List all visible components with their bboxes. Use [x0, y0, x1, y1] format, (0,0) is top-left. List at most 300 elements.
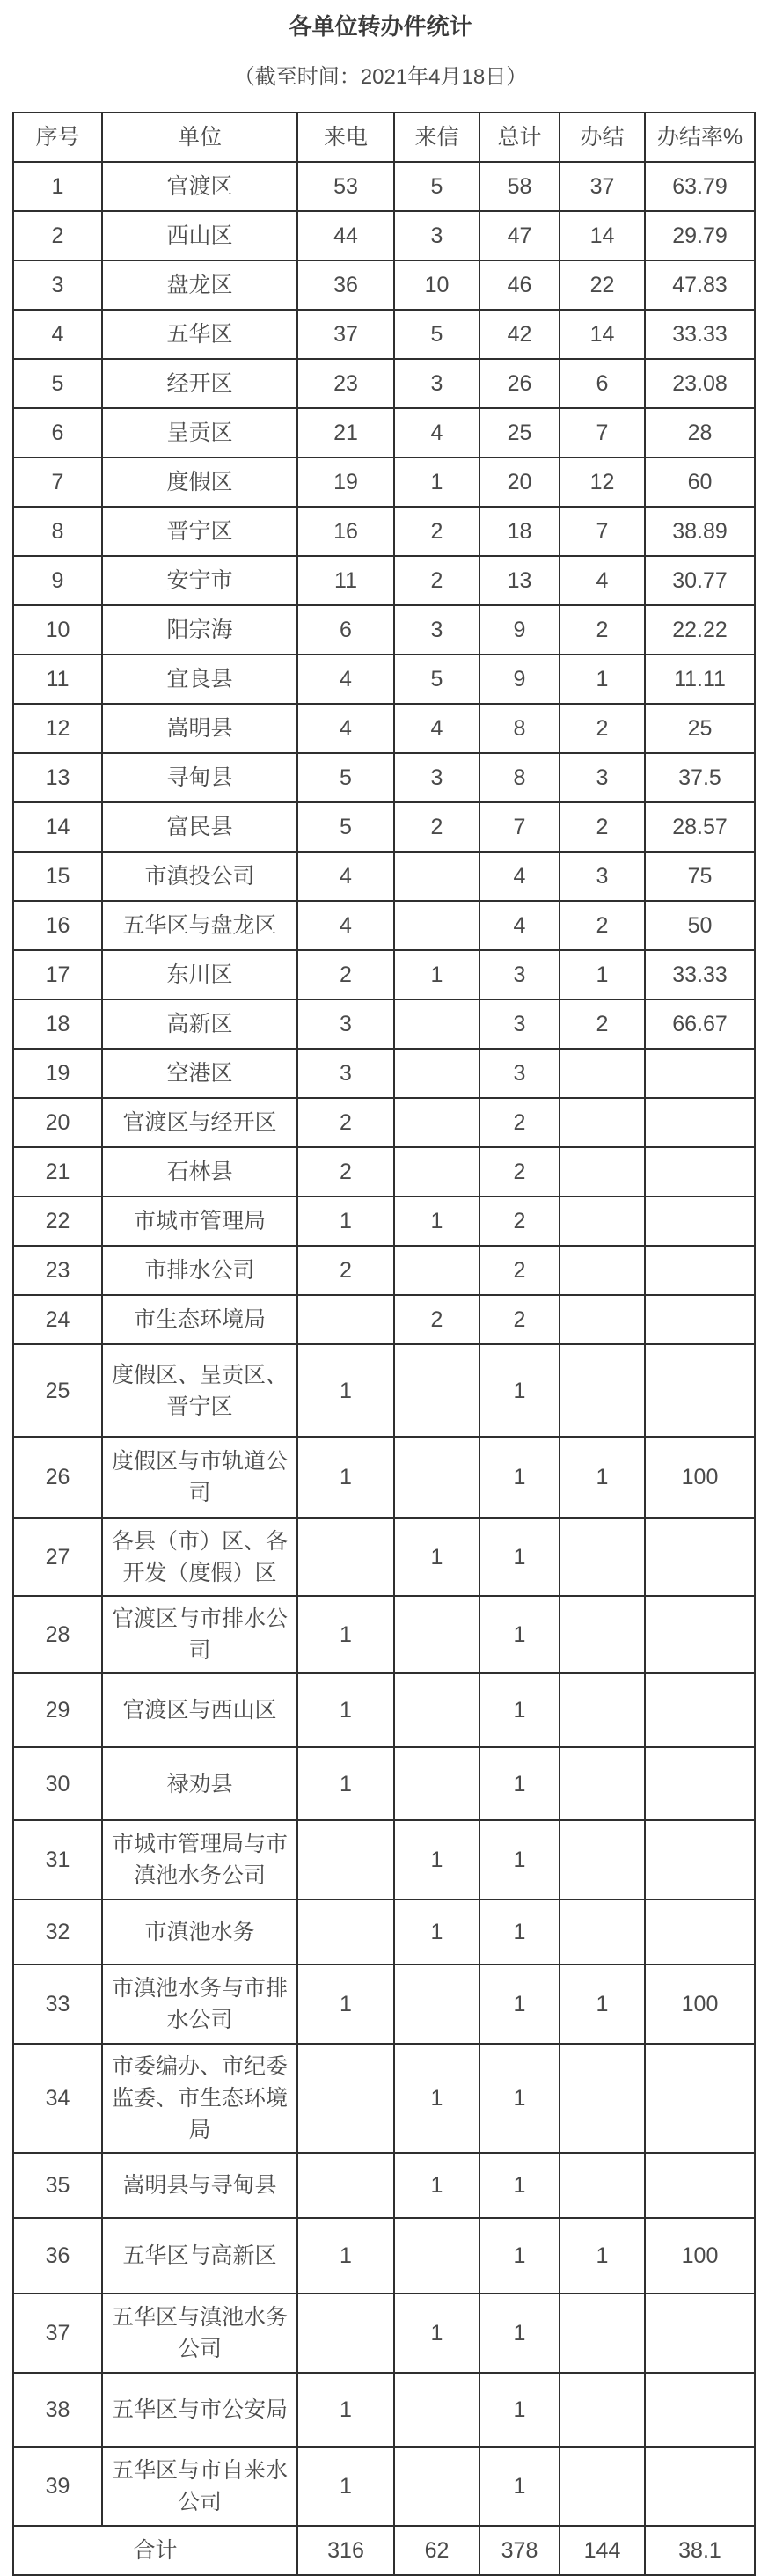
calls-cell: 21	[297, 408, 394, 457]
completed-cell	[560, 2044, 645, 2153]
unit-name-cell: 五华区与高新区	[102, 2218, 297, 2294]
unit-name-cell: 市城市管理局与市滇池水务公司	[102, 1820, 297, 1899]
completed-cell: 7	[560, 507, 645, 556]
table-header-row	[13, 113, 755, 162]
letters-cell: 3	[394, 753, 479, 802]
table-row	[13, 802, 755, 852]
table-row	[13, 1295, 755, 1344]
total-cell: 20	[479, 457, 560, 507]
completed-cell: 1	[560, 655, 645, 704]
table-row	[13, 359, 755, 408]
unit-name-cell: 各县（市）区、各开发（度假）区	[102, 1518, 297, 1596]
total-cell: 1	[479, 2373, 560, 2447]
column-header-letters: 来信	[394, 113, 479, 162]
calls-cell	[297, 2153, 394, 2218]
calls-cell: 4	[297, 901, 394, 950]
row-index-cell: 35	[13, 2153, 102, 2218]
completion-rate-cell: 100	[645, 2218, 755, 2294]
calls-cell: 1	[297, 2447, 394, 2526]
completed-cell	[560, 1899, 645, 1965]
letters-cell	[394, 1673, 479, 1747]
completed-cell	[560, 1747, 645, 1820]
letters-cell: 5	[394, 162, 479, 211]
total-cell: 1	[479, 2153, 560, 2218]
stats-table	[12, 112, 756, 2576]
total-cell: 3	[479, 1049, 560, 1098]
completion-rate-cell	[645, 1049, 755, 1098]
table-row	[13, 1049, 755, 1098]
calls-cell: 11	[297, 556, 394, 605]
table-row	[13, 852, 755, 901]
completion-rate-cell	[645, 1147, 755, 1197]
row-index-cell: 26	[13, 1437, 102, 1518]
total-cell: 2	[479, 1246, 560, 1295]
total-cell: 46	[479, 260, 560, 310]
letters-cell: 3	[394, 359, 479, 408]
completion-rate-cell: 37.5	[645, 753, 755, 802]
calls-cell: 53	[297, 162, 394, 211]
unit-name-cell: 五华区与滇池水务公司	[102, 2294, 297, 2373]
table-row	[13, 408, 755, 457]
letters-cell: 2	[394, 556, 479, 605]
total-cell: 1	[479, 1747, 560, 1820]
row-index-cell: 22	[13, 1197, 102, 1246]
completed-cell: 2	[560, 704, 645, 753]
letters-cell: 1	[394, 1197, 479, 1246]
calls-cell: 5	[297, 753, 394, 802]
calls-cell: 6	[297, 605, 394, 655]
total-cell: 1	[479, 1596, 560, 1673]
completion-rate-cell: 47.83	[645, 260, 755, 310]
letters-cell	[394, 852, 479, 901]
total-cell: 1	[479, 1820, 560, 1899]
unit-name-cell: 度假区	[102, 457, 297, 507]
table-row	[13, 1899, 755, 1965]
total-cell: 47	[479, 211, 560, 260]
total-row	[13, 2526, 755, 2575]
total-cell: 26	[479, 359, 560, 408]
table-row	[13, 605, 755, 655]
unit-name-cell: 五华区与市自来水公司	[102, 2447, 297, 2526]
completion-rate-cell	[645, 1673, 755, 1747]
total-completion-rate-cell: 38.1	[645, 2526, 755, 2575]
table-row	[13, 1344, 755, 1437]
row-index-cell: 23	[13, 1246, 102, 1295]
total-cell: 9	[479, 655, 560, 704]
unit-name-cell: 度假区、呈贡区、晋宁区	[102, 1344, 297, 1437]
total-cell: 3	[479, 950, 560, 999]
calls-cell: 5	[297, 802, 394, 852]
completion-rate-cell	[645, 1596, 755, 1673]
completion-rate-cell: 63.79	[645, 162, 755, 211]
row-index-cell: 8	[13, 507, 102, 556]
total-label-cell: 合计	[13, 2526, 297, 2575]
letters-cell: 5	[394, 310, 479, 359]
completion-rate-cell: 75	[645, 852, 755, 901]
letters-cell	[394, 2373, 479, 2447]
completion-rate-cell	[645, 1518, 755, 1596]
completed-cell	[560, 1596, 645, 1673]
calls-cell: 3	[297, 1049, 394, 1098]
completion-rate-cell	[645, 1246, 755, 1295]
total-cell: 1	[479, 1344, 560, 1437]
calls-cell: 2	[297, 1098, 394, 1147]
total-cell: 18	[479, 507, 560, 556]
completed-cell	[560, 2294, 645, 2373]
unit-name-cell: 市滇投公司	[102, 852, 297, 901]
completion-rate-cell: 22.22	[645, 605, 755, 655]
letters-cell	[394, 1246, 479, 1295]
completed-cell	[560, 1295, 645, 1344]
unit-name-cell: 市滇池水务与市排水公司	[102, 1965, 297, 2044]
completion-rate-cell	[645, 2447, 755, 2526]
unit-name-cell: 市城市管理局	[102, 1197, 297, 1246]
unit-name-cell: 石林县	[102, 1147, 297, 1197]
completion-rate-cell	[645, 2044, 755, 2153]
letters-cell: 3	[394, 605, 479, 655]
row-index-cell: 2	[13, 211, 102, 260]
completion-rate-cell: 23.08	[645, 359, 755, 408]
calls-cell: 2	[297, 950, 394, 999]
calls-cell: 1	[297, 1596, 394, 1673]
completed-cell: 3	[560, 852, 645, 901]
completion-rate-cell: 25	[645, 704, 755, 753]
letters-cell: 2	[394, 507, 479, 556]
column-header-total: 总计	[479, 113, 560, 162]
row-index-cell: 4	[13, 310, 102, 359]
letters-cell: 2	[394, 1295, 479, 1344]
unit-name-cell: 西山区	[102, 211, 297, 260]
calls-cell: 2	[297, 1147, 394, 1197]
total-cell: 42	[479, 310, 560, 359]
letters-cell	[394, 2447, 479, 2526]
table-row	[13, 1197, 755, 1246]
completion-rate-cell: 33.33	[645, 310, 755, 359]
column-header-row-index: 序号	[13, 113, 102, 162]
completed-cell: 2	[560, 802, 645, 852]
total-cell: 3	[479, 999, 560, 1049]
completed-cell: 12	[560, 457, 645, 507]
calls-cell: 1	[297, 1197, 394, 1246]
letters-cell	[394, 1049, 479, 1098]
table-row	[13, 556, 755, 605]
total-cell: 2	[479, 1295, 560, 1344]
table-row	[13, 457, 755, 507]
row-index-cell: 19	[13, 1049, 102, 1098]
row-index-cell: 36	[13, 2218, 102, 2294]
row-index-cell: 14	[13, 802, 102, 852]
table-row	[13, 162, 755, 211]
row-index-cell: 31	[13, 1820, 102, 1899]
unit-name-cell: 官渡区	[102, 162, 297, 211]
row-index-cell: 15	[13, 852, 102, 901]
table-row	[13, 1596, 755, 1673]
row-index-cell: 24	[13, 1295, 102, 1344]
total-cell: 1	[479, 1518, 560, 1596]
calls-cell: 36	[297, 260, 394, 310]
total-cell: 9	[479, 605, 560, 655]
table-row	[13, 2294, 755, 2373]
row-index-cell: 29	[13, 1673, 102, 1747]
calls-cell	[297, 1518, 394, 1596]
total-cell: 1	[479, 2044, 560, 2153]
letters-cell	[394, 2218, 479, 2294]
unit-name-cell: 安宁市	[102, 556, 297, 605]
table-row	[13, 753, 755, 802]
table-row	[13, 1518, 755, 1596]
total-total-cell: 378	[479, 2526, 560, 2575]
calls-cell	[297, 1820, 394, 1899]
completed-cell: 7	[560, 408, 645, 457]
row-index-cell: 17	[13, 950, 102, 999]
page-title: 各单位转办件统计	[289, 13, 472, 40]
row-index-cell: 5	[13, 359, 102, 408]
completed-cell: 6	[560, 359, 645, 408]
row-index-cell: 37	[13, 2294, 102, 2373]
completion-rate-cell	[645, 2153, 755, 2218]
row-index-cell: 21	[13, 1147, 102, 1197]
column-header-unit-name: 单位	[102, 113, 297, 162]
row-index-cell: 34	[13, 2044, 102, 2153]
completed-cell: 14	[560, 310, 645, 359]
row-index-cell: 1	[13, 162, 102, 211]
table-row	[13, 2218, 755, 2294]
completed-cell	[560, 1518, 645, 1596]
completion-rate-cell	[645, 1899, 755, 1965]
unit-name-cell: 富民县	[102, 802, 297, 852]
letters-cell: 1	[394, 457, 479, 507]
row-index-cell: 3	[13, 260, 102, 310]
letters-cell: 1	[394, 950, 479, 999]
completed-cell	[560, 1246, 645, 1295]
unit-name-cell: 高新区	[102, 999, 297, 1049]
completed-cell	[560, 1673, 645, 1747]
completed-cell	[560, 1344, 645, 1437]
total-cell: 58	[479, 162, 560, 211]
unit-name-cell: 宜良县	[102, 655, 297, 704]
calls-cell	[297, 2044, 394, 2153]
total-cell: 1	[479, 1965, 560, 2044]
completed-cell: 37	[560, 162, 645, 211]
total-cell: 1	[479, 2447, 560, 2526]
completed-cell	[560, 1820, 645, 1899]
completion-rate-cell: 11.11	[645, 655, 755, 704]
row-index-cell: 25	[13, 1344, 102, 1437]
unit-name-cell: 官渡区与市排水公司	[102, 1596, 297, 1673]
unit-name-cell: 五华区与市公安局	[102, 2373, 297, 2447]
total-cell: 8	[479, 753, 560, 802]
total-cell: 1	[479, 1899, 560, 1965]
column-header-completion-rate: 办结率%	[645, 113, 755, 162]
completed-cell	[560, 1197, 645, 1246]
completion-rate-cell: 30.77	[645, 556, 755, 605]
row-index-cell: 12	[13, 704, 102, 753]
total-calls-cell: 316	[297, 2526, 394, 2575]
row-index-cell: 27	[13, 1518, 102, 1596]
calls-cell: 1	[297, 2373, 394, 2447]
calls-cell: 1	[297, 1747, 394, 1820]
letters-cell: 1	[394, 2153, 479, 2218]
total-completed-cell: 144	[560, 2526, 645, 2575]
completion-rate-cell: 33.33	[645, 950, 755, 999]
completed-cell: 2	[560, 901, 645, 950]
table-row	[13, 999, 755, 1049]
column-header-completed: 办结	[560, 113, 645, 162]
total-cell: 7	[479, 802, 560, 852]
row-index-cell: 13	[13, 753, 102, 802]
table-row	[13, 211, 755, 260]
completed-cell	[560, 1098, 645, 1147]
page-subtitle: （截至时间：2021年4月18日）	[233, 65, 528, 89]
completed-cell: 14	[560, 211, 645, 260]
letters-cell: 1	[394, 1899, 479, 1965]
letters-cell: 1	[394, 2294, 479, 2373]
total-cell: 2	[479, 1098, 560, 1147]
row-index-cell: 9	[13, 556, 102, 605]
calls-cell: 1	[297, 1344, 394, 1437]
completed-cell	[560, 1147, 645, 1197]
total-cell: 2	[479, 1147, 560, 1197]
total-cell: 4	[479, 901, 560, 950]
letters-cell: 1	[394, 2044, 479, 2153]
total-cell: 1	[479, 2218, 560, 2294]
row-index-cell: 39	[13, 2447, 102, 2526]
letters-cell	[394, 1747, 479, 1820]
table-row	[13, 950, 755, 999]
unit-name-cell: 经开区	[102, 359, 297, 408]
unit-name-cell: 空港区	[102, 1049, 297, 1098]
table-row	[13, 704, 755, 753]
letters-cell: 4	[394, 704, 479, 753]
row-index-cell: 20	[13, 1098, 102, 1147]
total-cell: 13	[479, 556, 560, 605]
calls-cell: 4	[297, 852, 394, 901]
total-cell: 8	[479, 704, 560, 753]
unit-name-cell: 盘龙区	[102, 260, 297, 310]
letters-cell	[394, 1596, 479, 1673]
row-index-cell: 28	[13, 1596, 102, 1673]
row-index-cell: 16	[13, 901, 102, 950]
calls-cell: 2	[297, 1246, 394, 1295]
calls-cell: 23	[297, 359, 394, 408]
calls-cell	[297, 1295, 394, 1344]
unit-name-cell: 市排水公司	[102, 1246, 297, 1295]
calls-cell	[297, 2294, 394, 2373]
letters-cell: 1	[394, 1820, 479, 1899]
table-row	[13, 2447, 755, 2526]
completion-rate-cell	[645, 1747, 755, 1820]
column-header-calls: 来电	[297, 113, 394, 162]
completion-rate-cell: 28.57	[645, 802, 755, 852]
total-letters-cell: 62	[394, 2526, 479, 2575]
calls-cell: 16	[297, 507, 394, 556]
completion-rate-cell	[645, 2294, 755, 2373]
unit-name-cell: 嵩明县与寻甸县	[102, 2153, 297, 2218]
completed-cell: 22	[560, 260, 645, 310]
letters-cell	[394, 1147, 479, 1197]
completed-cell: 1	[560, 1965, 645, 2044]
letters-cell: 1	[394, 1518, 479, 1596]
row-index-cell: 11	[13, 655, 102, 704]
calls-cell: 4	[297, 704, 394, 753]
completion-rate-cell: 100	[645, 1437, 755, 1518]
completed-cell: 2	[560, 605, 645, 655]
unit-name-cell: 市生态环境局	[102, 1295, 297, 1344]
completed-cell: 4	[560, 556, 645, 605]
total-cell: 2	[479, 1197, 560, 1246]
unit-name-cell: 晋宁区	[102, 507, 297, 556]
row-index-cell: 10	[13, 605, 102, 655]
table-row	[13, 1747, 755, 1820]
letters-cell: 2	[394, 802, 479, 852]
completion-rate-cell	[645, 2373, 755, 2447]
row-index-cell: 33	[13, 1965, 102, 2044]
calls-cell: 4	[297, 655, 394, 704]
completed-cell	[560, 2373, 645, 2447]
completion-rate-cell	[645, 1197, 755, 1246]
calls-cell: 3	[297, 999, 394, 1049]
completion-rate-cell: 38.89	[645, 507, 755, 556]
calls-cell: 1	[297, 1965, 394, 2044]
unit-name-cell: 东川区	[102, 950, 297, 999]
completed-cell: 1	[560, 2218, 645, 2294]
completion-rate-cell: 100	[645, 1965, 755, 2044]
table-row	[13, 310, 755, 359]
letters-cell: 5	[394, 655, 479, 704]
unit-name-cell: 阳宗海	[102, 605, 297, 655]
completion-rate-cell	[645, 1344, 755, 1437]
letters-cell: 3	[394, 211, 479, 260]
total-cell: 25	[479, 408, 560, 457]
row-index-cell: 32	[13, 1899, 102, 1965]
letters-cell	[394, 999, 479, 1049]
letters-cell	[394, 901, 479, 950]
calls-cell: 1	[297, 1437, 394, 1518]
completion-rate-cell	[645, 1820, 755, 1899]
letters-cell	[394, 1437, 479, 1518]
unit-name-cell: 市委编办、市纪委监委、市生态环境局	[102, 2044, 297, 2153]
table-row	[13, 901, 755, 950]
row-index-cell: 18	[13, 999, 102, 1049]
calls-cell: 19	[297, 457, 394, 507]
calls-cell: 1	[297, 2218, 394, 2294]
unit-name-cell: 官渡区与西山区	[102, 1673, 297, 1747]
letters-cell: 10	[394, 260, 479, 310]
table-row	[13, 1437, 755, 1518]
letters-cell	[394, 1344, 479, 1437]
row-index-cell: 7	[13, 457, 102, 507]
table-row	[13, 260, 755, 310]
table-row	[13, 1147, 755, 1197]
completion-rate-cell	[645, 1295, 755, 1344]
unit-name-cell: 官渡区与经开区	[102, 1098, 297, 1147]
unit-name-cell: 五华区	[102, 310, 297, 359]
completed-cell	[560, 2153, 645, 2218]
calls-cell: 44	[297, 211, 394, 260]
letters-cell: 4	[394, 408, 479, 457]
unit-name-cell: 嵩明县	[102, 704, 297, 753]
total-cell: 1	[479, 2294, 560, 2373]
row-index-cell: 6	[13, 408, 102, 457]
table-row	[13, 2153, 755, 2218]
calls-cell	[297, 1899, 394, 1965]
completed-cell: 2	[560, 999, 645, 1049]
table-row	[13, 1246, 755, 1295]
total-cell: 1	[479, 1437, 560, 1518]
completion-rate-cell: 66.67	[645, 999, 755, 1049]
total-cell: 4	[479, 852, 560, 901]
completion-rate-cell: 50	[645, 901, 755, 950]
